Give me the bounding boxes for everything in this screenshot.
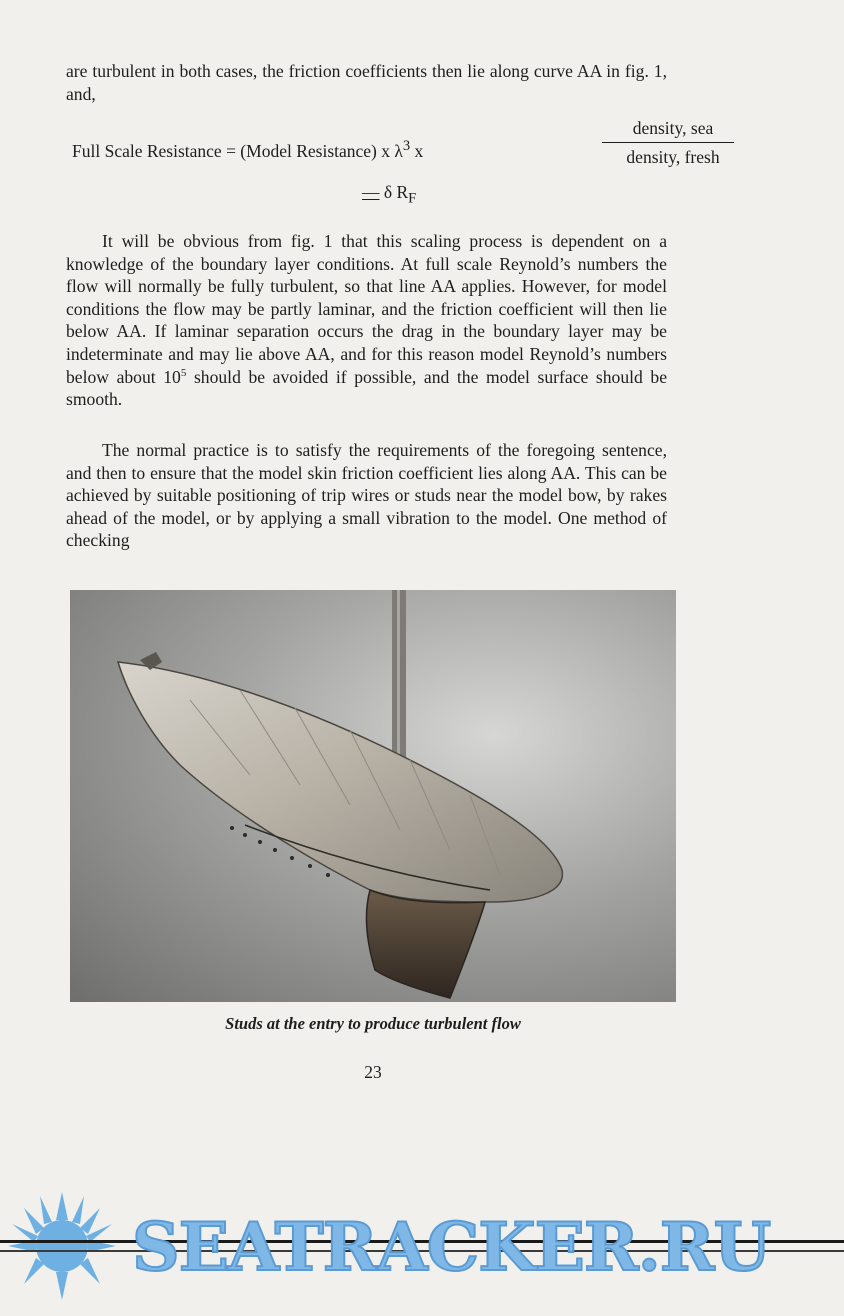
paragraph-boundary-layer-text-a: It will be obvious from fig. 1 that this scaling process is dependent on a knowledge of the boundary layer conditions. At full scale Reynold’s numbers the flow will normally be fully turbulent, so that line AA applies. However, for model conditions the flow may be partly laminar, and the friction coefficient will then lie below AA. If laminar separation occurs the drag in the boundary layer may be indeterminate and may lie above AA, and for this reason model Reynold’s numbers below about 10	[66, 231, 667, 387]
sunburst-logo-icon	[0, 1190, 130, 1316]
formula-lhs-text: Full Scale Resistance = (Model Resistance) x λ	[72, 140, 403, 161]
formula-times: x	[410, 140, 424, 161]
fraction-numerator: density, sea	[632, 118, 714, 138]
paragraph-intro: are turbulent in both cases, the friction coefficients then lie along curve AA in fig. 1, and,	[66, 61, 667, 104]
hull-body	[118, 662, 562, 902]
fraction-denominator: density, fresh	[626, 147, 720, 167]
reynolds-exponent: 5	[180, 366, 187, 379]
figure-caption: Studs at the entry to produce turbulent flow	[225, 1014, 521, 1033]
page-number: 23	[364, 1062, 382, 1082]
paragraph-boundary-layer-text-b: should be avoided if possible, and the model surface should be smooth.	[66, 366, 668, 410]
hull-model-illustration	[70, 590, 676, 1002]
hull-model-photo	[70, 590, 676, 1002]
watermark-text: SEATRACKER.RU	[132, 1208, 771, 1286]
density-fraction	[612, 118, 734, 168]
formula-subscript: F	[408, 190, 417, 207]
formula-delta-r: δ R	[379, 182, 409, 202]
watermark-banner	[0, 1190, 844, 1316]
formula-power: 3	[402, 138, 411, 154]
hull-keel	[367, 890, 485, 998]
paragraph-normal-practice: The normal practice is to satisfy the requirements of the foregoing sentence, and then to ensure that the model skin friction coefficient lies along AA. This can be achieved by suitable positioning of trip wires or studs near the model bow, by rakes ahead of the model, or by applying a small vibration to the model. One method of checking	[66, 440, 667, 551]
formula-correction-term	[362, 182, 416, 208]
resistance-formula	[72, 118, 720, 210]
formula-minus: —	[362, 182, 380, 202]
strut-highlight	[397, 590, 400, 770]
formula-left-side	[72, 138, 423, 162]
paragraph-boundary-layer	[66, 230, 667, 411]
